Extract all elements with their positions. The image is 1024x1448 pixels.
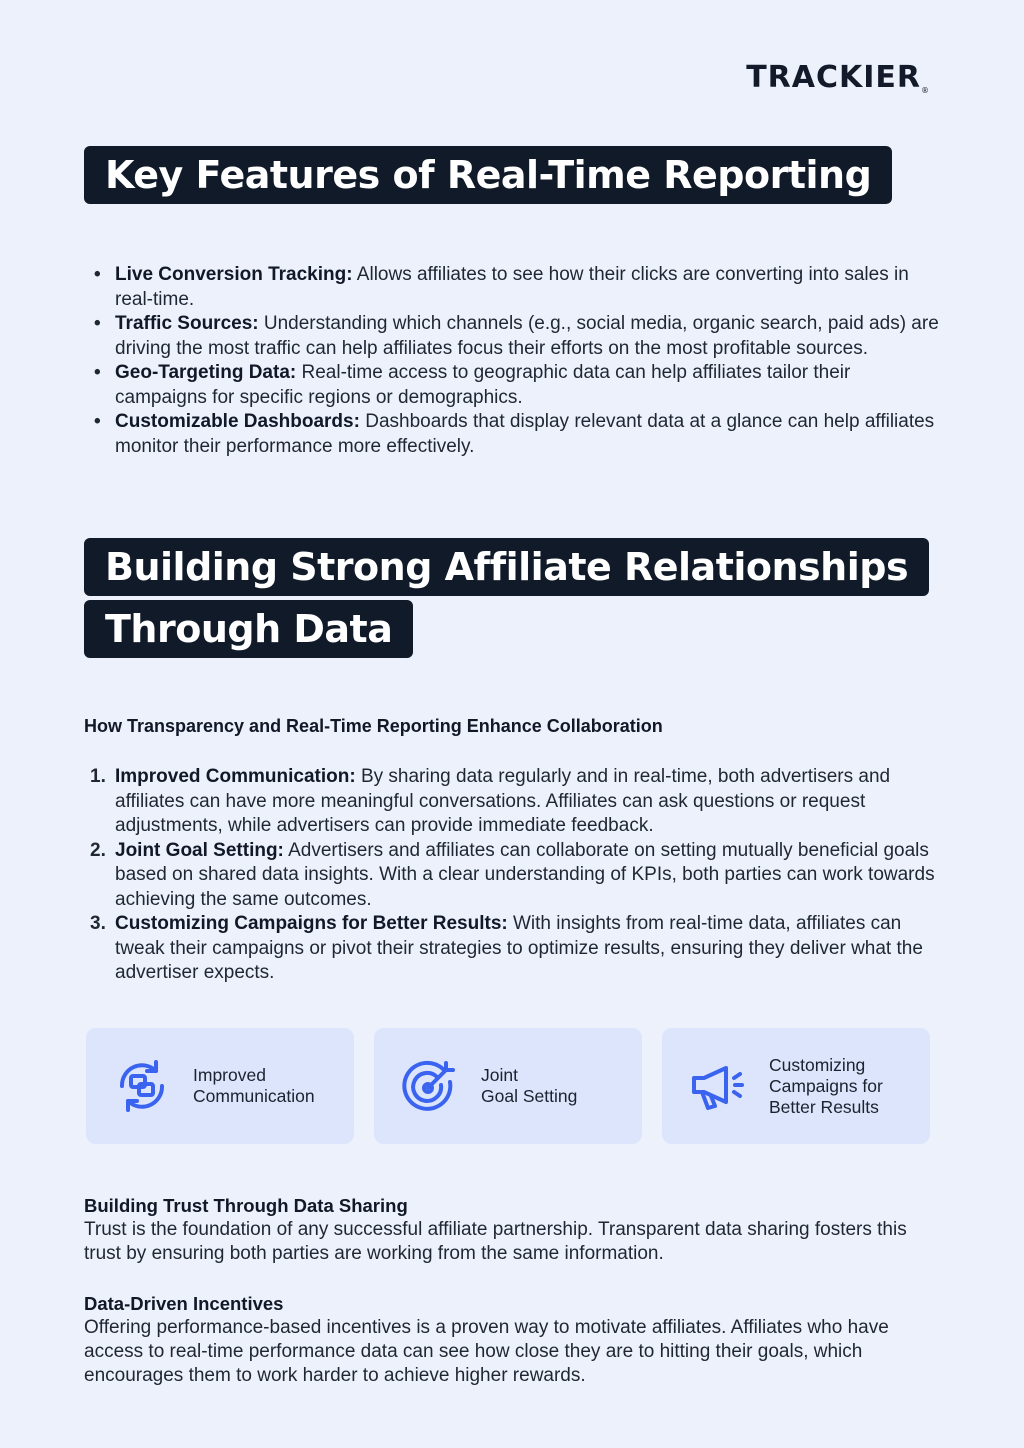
card-label: Customizing Campaigns for Better Results [769, 1054, 883, 1117]
registered-mark: ® [921, 86, 930, 95]
item-text: By sharing data regularly and in real-time, both advertisers and affiliates can have more meaningful conversations. Affiliates can ask questions or request adjustments, while advertisers can provide immediate feedback. [115, 766, 891, 836]
item-number: 1. [90, 766, 106, 787]
heading-line: Key Features of Real-Time Reporting [84, 146, 892, 204]
item-title: Customizable Dashboards: [115, 411, 360, 432]
item-title: Traffic Sources: [115, 313, 259, 334]
card-label: Joint Goal Setting [481, 1065, 578, 1106]
card-customizing-campaigns [662, 1028, 930, 1144]
list-item [84, 912, 944, 986]
item-text: Advertisers and affiliates can collaborate on setting mutually beneficial goals based on shared data insights. With a clear understanding of KPIs, both parties can work towards achieving the same outcomes. [115, 839, 935, 910]
logo-text: TRACKIER [746, 60, 921, 95]
section-heading-key-features [84, 146, 892, 204]
trackier-logo [746, 60, 930, 95]
item-title: Geo-Targeting Data: [115, 362, 297, 383]
item-text: With insights from real-time data, affiliates can tweak their campaigns or pivot their strategies to optimize results, ensuring they deliver what the advertiser expects. [115, 913, 923, 983]
subheading: How Transparency and Real-Time Reporting Enhance Collaboration [84, 716, 663, 736]
item-text: Dashboards that display relevant data at a glance can help affiliates monitor their performance more effectively. [115, 411, 935, 457]
megaphone-icon [688, 1056, 748, 1116]
card-joint-goal-setting [374, 1028, 642, 1144]
target-icon [400, 1056, 460, 1116]
heading-line: Building Strong Affiliate Relationships [84, 538, 929, 596]
collaboration-list [84, 765, 944, 986]
item-title: Joint Goal Setting: [115, 839, 284, 861]
heading-line: Through Data [84, 600, 413, 658]
paragraph-title: Data-Driven Incentives [84, 1293, 284, 1314]
bullet-icon: • [94, 264, 101, 285]
item-title: Live Conversion Tracking: [115, 264, 353, 285]
item-number: 3. [90, 913, 106, 934]
feature-cards [86, 1028, 932, 1144]
card-improved-communication [86, 1028, 354, 1144]
bullet-icon: • [94, 362, 101, 383]
bullet-icon: • [94, 411, 101, 432]
item-text: Understanding which channels (e.g., social media, organic search, paid ads) are driving the most traffic can help affiliates focus their efforts on the most profitable sources. [115, 313, 939, 359]
item-title: Improved Communication: [115, 766, 356, 787]
paragraph-incentives [84, 1292, 944, 1388]
item-number: 2. [90, 839, 106, 861]
item-title: Customizing Campaigns for Better Results: [115, 913, 508, 934]
card-label: Improved Communication [193, 1065, 315, 1106]
paragraph-text: Trust is the foundation of any successful affiliate partnership. Transparent data sharing fosters this trust by ensuring both parties are working from the same information. [84, 1219, 907, 1264]
list-item [84, 312, 944, 361]
section-heading-relationships [84, 538, 929, 658]
list-item [84, 839, 944, 913]
bullet-icon: • [94, 313, 101, 334]
list-item [84, 410, 944, 459]
paragraph-text: Offering performance-based incentives is a proven way to motivate affiliates. Affiliates who have access to real-time performance data can see how close they are to hitting their goals, which encourages them to work harder to achieve higher rewards. [84, 1317, 889, 1386]
item-text: Real-time access to geographic data can help affiliates tailor their campaigns for specific regions or demographics. [115, 362, 851, 408]
list-item [84, 765, 944, 839]
feature-list [84, 263, 944, 459]
communication-cycle-icon [112, 1056, 172, 1116]
paragraph-trust [84, 1194, 944, 1266]
paragraph-title: Building Trust Through Data Sharing [84, 1195, 408, 1216]
list-item [84, 361, 944, 410]
list-item [84, 263, 944, 312]
item-text: Allows affiliates to see how their clicks are converting into sales in real-time. [115, 264, 909, 310]
